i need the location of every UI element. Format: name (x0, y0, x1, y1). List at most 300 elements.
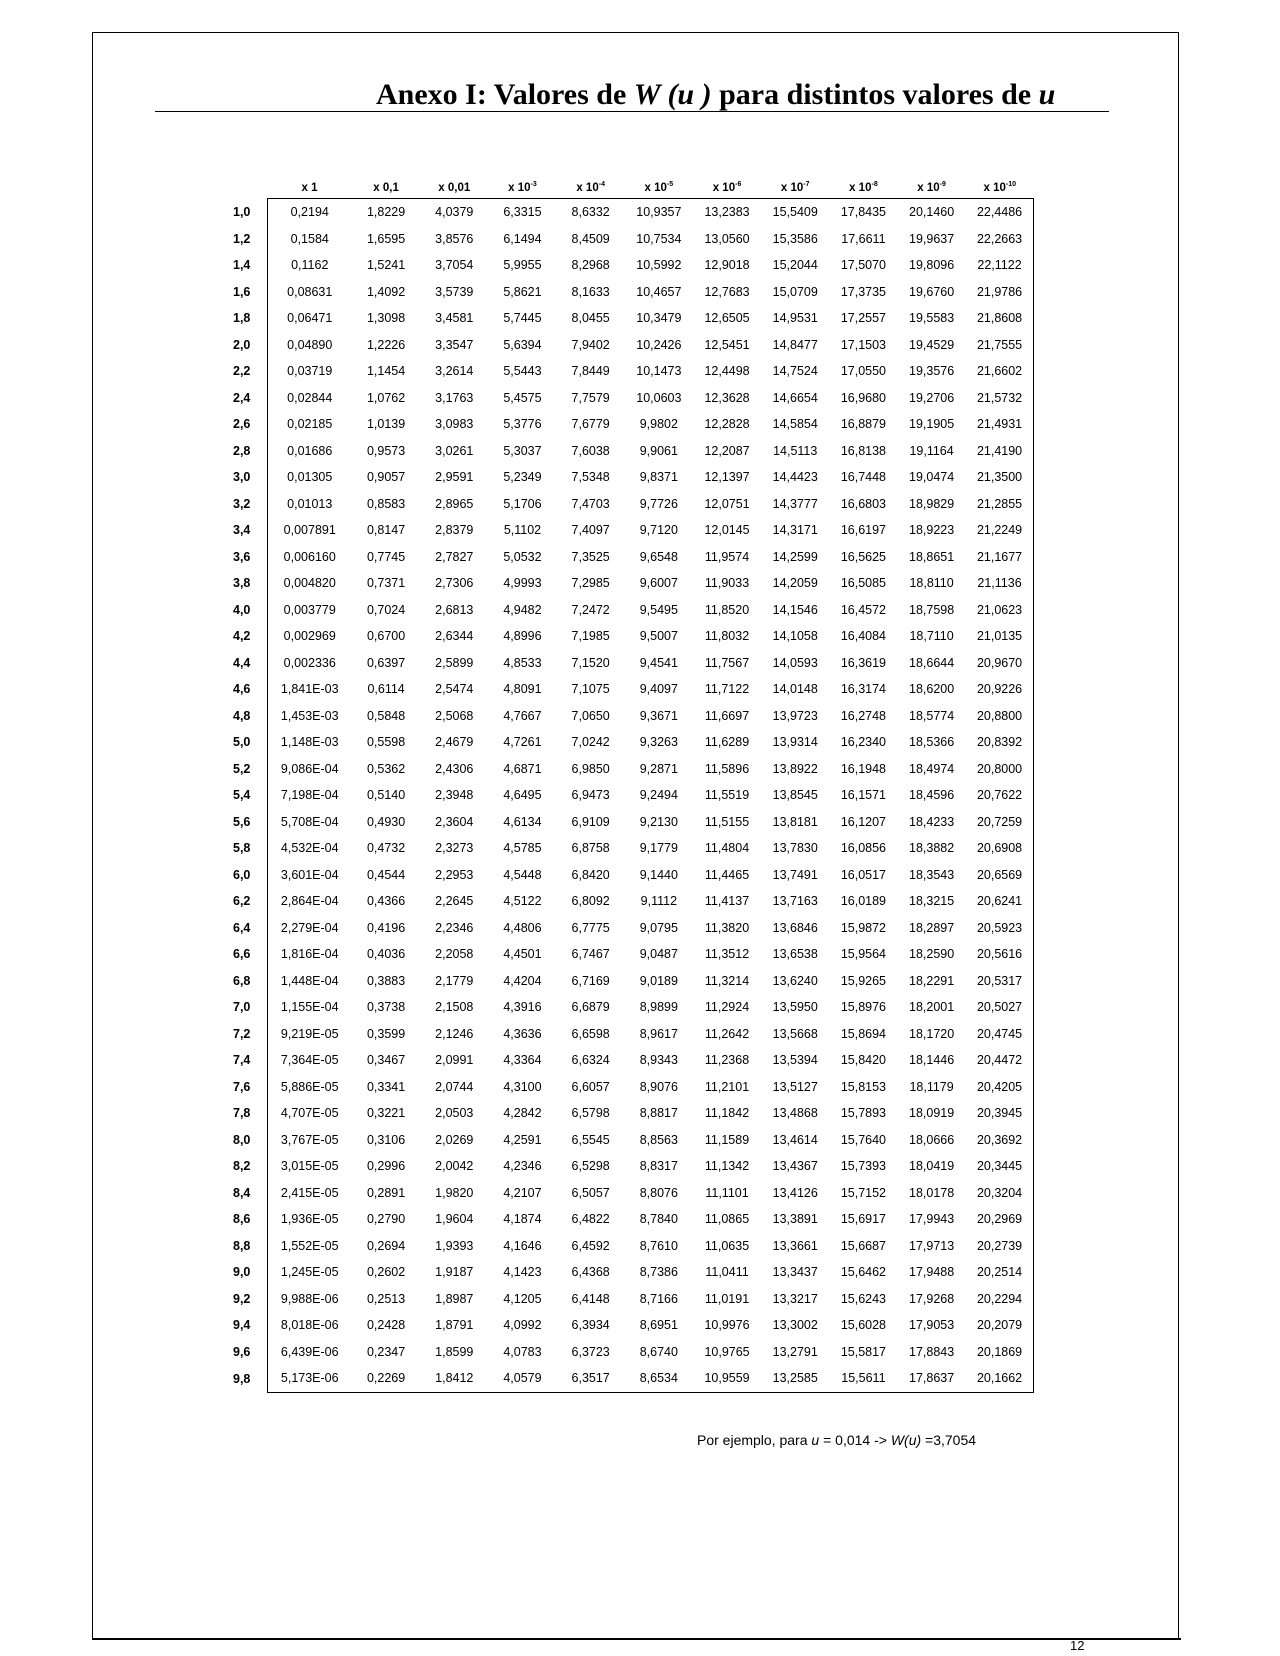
table-cell: 20,9226 (966, 676, 1034, 703)
column-header-base: x 10 (576, 182, 599, 194)
title-underline (155, 111, 1109, 112)
table-cell: 6,1494 (503, 231, 542, 246)
table-cell: 1,8229 (366, 205, 406, 220)
table-row (220, 226, 1034, 253)
row-label-u: 7,2 (233, 1026, 251, 1041)
table-cell: 2,8965 (435, 496, 474, 511)
table-cell: 13,3217 (772, 1291, 818, 1306)
table-cell: 8,9076 (639, 1079, 678, 1094)
row-label-u: 5,8 (233, 841, 251, 856)
column-header-base: x 0,01 (438, 182, 471, 194)
row-label-u: 3,2 (233, 496, 251, 511)
table-cell: 14,2059 (772, 576, 818, 591)
row-label-u: 5,4 (233, 788, 251, 803)
title-prefix: Anexo I: Valores de (376, 78, 634, 111)
table-cell: 18,6200 (909, 682, 955, 697)
table-cell: 13,8922 (772, 761, 818, 776)
column-header-exponent: -9 (939, 181, 946, 189)
table-row (220, 968, 1034, 995)
table-row (220, 252, 1034, 279)
table-cell: 1,8412 (420, 1365, 488, 1392)
row-label-u: 5,6 (233, 814, 251, 829)
table-cell: 18,5774 (909, 708, 955, 723)
table-cell: 17,8435 (840, 205, 886, 220)
table-cell: 20,4745 (966, 1021, 1034, 1048)
table-cell: 9,2494 (639, 788, 678, 803)
table-cell: 11,5155 (704, 814, 750, 829)
table-cell: 6,6324 (571, 1053, 610, 1068)
table-cell: 16,5085 (840, 576, 886, 591)
table-cell: 1,9393 (435, 1238, 474, 1253)
table-cell: 7,1520 (571, 655, 610, 670)
table-cell: 0,2428 (366, 1318, 406, 1333)
table-cell: 6,7775 (571, 920, 610, 935)
table-cell: 21,3500 (966, 464, 1034, 491)
row-label-u: 4,6 (233, 682, 251, 697)
column-header-exponent: -8 (871, 181, 878, 189)
table-cell: 17,6611 (841, 231, 886, 246)
row-label-u: 6,0 (233, 867, 251, 882)
table-row (220, 1153, 1034, 1180)
table-cell: 17,9488 (909, 1265, 955, 1280)
table-row (220, 517, 1034, 544)
table-cell: 2,0744 (435, 1079, 474, 1094)
row-label-u: 9,6 (233, 1344, 251, 1359)
table-cell: 0,3738 (366, 1000, 406, 1015)
table-cell: 6,439E-06 (267, 1339, 352, 1366)
table-cell: 9,086E-04 (267, 756, 352, 783)
table-cell: 3,0261 (435, 443, 474, 458)
table-cell: 9,0795 (639, 920, 678, 935)
table-cell: 14,6654 (772, 390, 818, 405)
table-cell: 2,0042 (435, 1159, 474, 1174)
table-cell: 4,5448 (503, 867, 542, 882)
title-middle: para distintos valores de (711, 78, 1039, 111)
table-cell: 2,2058 (435, 947, 474, 962)
table-cell: 0,7024 (366, 602, 406, 617)
table-cell: 4,5785 (503, 841, 542, 856)
table-cell: 19,1905 (909, 417, 955, 432)
table-cell: 14,5113 (773, 443, 818, 458)
table-cell: 0,5140 (366, 788, 406, 803)
table-cell: 8,8817 (639, 1106, 678, 1121)
column-header (829, 178, 897, 199)
table-cell: 20,6241 (966, 888, 1034, 915)
table-cell: 18,2291 (909, 973, 955, 988)
table-cell: 9,6548 (639, 549, 678, 564)
table-cell: 16,2340 (840, 735, 886, 750)
column-header (898, 178, 966, 199)
table-cell: 12,7683 (704, 284, 750, 299)
table-cell: 0,7745 (366, 549, 406, 564)
table-cell: 9,1779 (639, 841, 678, 856)
table-cell: 14,1058 (772, 629, 818, 644)
table-cell: 15,8694 (840, 1026, 886, 1041)
table-cell: 18,3215 (909, 894, 955, 909)
table-row (220, 994, 1034, 1021)
table-cell: 6,9850 (571, 761, 610, 776)
table-cell: 19,4529 (909, 337, 955, 352)
table-cell: 1,841E-03 (267, 676, 352, 703)
table-cell: 4,1646 (503, 1238, 542, 1253)
row-label-u: 9,8 (233, 1371, 251, 1386)
table-cell: 21,5732 (966, 385, 1034, 412)
table-cell: 20,8000 (966, 756, 1034, 783)
table-cell: 16,6197 (840, 523, 886, 538)
table-cell: 6,6057 (571, 1079, 610, 1094)
table-cell: 6,8092 (571, 894, 610, 909)
row-label-u: 4,8 (233, 708, 251, 723)
table-cell: 13,4126 (772, 1185, 818, 1200)
table-cell: 6,7467 (571, 947, 610, 962)
column-header (625, 178, 693, 199)
table-cell: 0,06471 (267, 305, 352, 332)
table-cell: 2,9591 (435, 470, 474, 485)
table-cell: 4,4204 (503, 973, 542, 988)
table-cell: 9,3671 (639, 708, 678, 723)
wu-table (220, 178, 1034, 1393)
column-header-base: x 10 (917, 182, 940, 194)
table-cell: 9,6007 (639, 576, 678, 591)
table-cell: 1,9820 (435, 1185, 474, 1200)
table-cell: 19,5583 (909, 311, 955, 326)
table-cell: 15,9564 (840, 947, 886, 962)
table-cell: 20,2739 (966, 1233, 1034, 1260)
table-cell: 11,2642 (704, 1026, 750, 1041)
table-cell: 3,5739 (435, 284, 474, 299)
row-label-u: 2,6 (233, 417, 251, 432)
row-label-u: 1,0 (233, 205, 251, 219)
table-cell: 10,4657 (636, 284, 682, 299)
table-row (220, 597, 1034, 624)
row-label-u: 9,0 (233, 1265, 251, 1280)
table-cell: 19,6760 (909, 284, 955, 299)
table-cell: 20,1869 (966, 1339, 1034, 1366)
table-cell: 18,0419 (909, 1159, 955, 1174)
table-cell: 20,7259 (966, 809, 1034, 836)
table-cell: 8,9343 (639, 1053, 678, 1068)
table-cell: 6,3723 (571, 1344, 610, 1359)
table-cell: 13,3891 (772, 1212, 818, 1227)
table-cell: 9,8371 (639, 470, 678, 485)
table-cell: 5,3776 (503, 417, 542, 432)
table-cell: 13,6240 (772, 973, 818, 988)
table-cell: 5,8621 (503, 284, 542, 299)
table-cell: 7,0242 (571, 735, 610, 750)
table-cell: 15,6917 (840, 1212, 886, 1227)
table-cell: 0,3599 (366, 1026, 406, 1041)
table-cell: 3,601E-04 (267, 862, 352, 889)
table-cell: 18,7110 (909, 629, 954, 644)
table-cell: 2,7306 (435, 576, 474, 591)
row-label-u: 4,0 (233, 602, 251, 617)
table-cell: 16,3174 (840, 682, 886, 697)
table-cell: 20,9670 (966, 650, 1034, 677)
table-cell: 2,7827 (435, 549, 474, 564)
table-cell: 9,3263 (639, 735, 678, 750)
table-cell: 6,8758 (571, 841, 610, 856)
table-cell: 1,9187 (435, 1265, 474, 1280)
table-cell: 6,6879 (571, 1000, 610, 1015)
row-label-u: 6,2 (233, 894, 251, 909)
table-cell: 16,0189 (840, 894, 886, 909)
table-cell: 11,0191 (704, 1291, 750, 1306)
table-cell: 6,5545 (571, 1132, 610, 1147)
table-cell: 4,0379 (435, 205, 474, 220)
table-cell: 4,3636 (503, 1026, 542, 1041)
table-cell: 22,4486 (966, 199, 1034, 226)
table-cell: 5,4575 (503, 390, 542, 405)
table-cell: 14,3777 (772, 496, 818, 511)
table-cell: 11,0635 (704, 1238, 750, 1253)
table-cell: 3,1763 (435, 390, 474, 405)
table-cell: 2,0991 (435, 1053, 474, 1068)
table-cell: 10,9976 (704, 1318, 750, 1333)
table-cell: 13,3437 (772, 1265, 818, 1280)
table-cell: 11,0411 (705, 1265, 749, 1280)
table-cell: 7,2985 (571, 576, 610, 591)
table-cell: 5,886E-05 (267, 1074, 352, 1101)
table-cell: 6,8420 (571, 867, 610, 882)
table-cell: 0,02185 (267, 411, 352, 438)
table-cell: 13,4367 (772, 1159, 818, 1174)
table-cell: 0,6397 (366, 655, 406, 670)
row-label-u: 2,2 (233, 364, 251, 379)
table-cell: 0,2269 (352, 1365, 420, 1392)
table-cell: 0,6700 (366, 629, 406, 644)
column-header (488, 178, 556, 199)
table-cell: 12,9018 (704, 258, 750, 273)
table-cell: 2,2645 (435, 894, 474, 909)
table-cell: 0,03719 (267, 358, 352, 385)
table-row (220, 676, 1034, 703)
table-cell: 20,3445 (966, 1153, 1034, 1180)
table-cell: 20,5923 (966, 915, 1034, 942)
row-label-u: 1,8 (233, 311, 251, 326)
table-cell: 18,1179 (909, 1079, 954, 1094)
table-cell: 17,9053 (909, 1318, 955, 1333)
table-cell: 8,9899 (639, 1000, 678, 1015)
table-cell: 16,1207 (840, 814, 886, 829)
column-header-base: x 10 (508, 182, 531, 194)
table-cell: 20,5027 (966, 994, 1034, 1021)
table-cell: 2,4306 (435, 761, 474, 776)
table-cell: 6,3315 (503, 205, 542, 220)
table-cell: 21,8608 (966, 305, 1034, 332)
table-cell: 6,3517 (557, 1365, 625, 1392)
column-header-base: x 10 (849, 182, 872, 194)
table-cell: 9,2130 (639, 814, 678, 829)
table-cell: 1,155E-04 (267, 994, 352, 1021)
column-header (966, 178, 1034, 199)
table-cell: 8,8563 (639, 1132, 678, 1147)
table-cell: 20,2079 (966, 1312, 1034, 1339)
table-row (220, 1365, 1034, 1392)
row-label-u: 1,2 (233, 231, 251, 246)
table-cell: 2,2346 (435, 920, 474, 935)
table-cell: 2,864E-04 (267, 888, 352, 915)
table-cell: 15,0709 (772, 284, 818, 299)
table-cell: 1,8791 (435, 1318, 474, 1333)
table-row (220, 1100, 1034, 1127)
table-cell: 21,4931 (966, 411, 1034, 438)
table-cell: 0,2513 (366, 1291, 406, 1306)
table-row (220, 385, 1034, 412)
table-cell: 4,1874 (503, 1212, 542, 1227)
table-cell: 8,6332 (571, 205, 610, 220)
row-label-u: 2,4 (233, 390, 251, 405)
table-cell: 18,0919 (909, 1106, 955, 1121)
table-cell: 20,4472 (966, 1047, 1034, 1074)
table-cell: 8,1633 (571, 284, 610, 299)
table-cell: 0,3221 (366, 1106, 406, 1121)
table-cell: 12,6505 (704, 311, 750, 326)
table-cell: 16,2748 (840, 708, 886, 723)
table-cell: 11,8520 (704, 602, 750, 617)
table-cell: 0,1162 (267, 252, 352, 279)
row-label-u: 5,2 (233, 761, 251, 776)
table-cell: 1,8599 (435, 1344, 474, 1359)
table-cell: 13,4614 (772, 1132, 818, 1147)
table-cell: 18,8651 (909, 549, 955, 564)
table-cell: 5,1706 (503, 496, 542, 511)
table-row (220, 650, 1034, 677)
table-cell: 11,3820 (704, 920, 750, 935)
table-cell: 5,0532 (503, 549, 542, 564)
table-cell: 7,5348 (571, 470, 610, 485)
table-cell: 2,3273 (435, 841, 474, 856)
table-row (220, 464, 1034, 491)
table-cell: 16,1948 (840, 761, 886, 776)
table-cell: 9,1440 (639, 867, 678, 882)
table-cell: 11,8032 (704, 629, 750, 644)
table-cell: 20,1460 (909, 205, 955, 220)
table-cell: 20,3692 (966, 1127, 1034, 1154)
column-header-base: x 10 (983, 182, 1006, 194)
table-cell: 11,0865 (704, 1212, 750, 1227)
table-cell: 18,2590 (909, 947, 955, 962)
row-label-u: 6,4 (233, 920, 251, 935)
table-cell: 2,279E-04 (267, 915, 352, 942)
table-corner-cell (220, 178, 267, 199)
table-cell: 0,4930 (366, 814, 406, 829)
table-cell: 10,1473 (636, 364, 682, 379)
table-row (220, 915, 1034, 942)
table-cell: 6,5057 (571, 1185, 610, 1200)
table-cell: 13,5127 (772, 1079, 818, 1094)
table-row (220, 888, 1034, 915)
table-cell: 5,9955 (503, 258, 542, 273)
row-label-u: 1,4 (233, 258, 251, 273)
table-cell: 18,2001 (909, 1000, 955, 1015)
table-cell: 13,5950 (772, 1000, 818, 1015)
table-cell: 13,4868 (772, 1106, 818, 1121)
table-cell: 1,453E-03 (267, 703, 352, 730)
table-cell: 0,007891 (267, 517, 352, 544)
table-cell: 15,9872 (840, 920, 886, 935)
example-variable: u (811, 1432, 820, 1448)
table-cell: 18,0178 (909, 1185, 955, 1200)
table-cell: 15,5817 (840, 1344, 886, 1359)
table-cell: 0,4544 (366, 867, 406, 882)
table-cell: 9,5495 (639, 602, 678, 617)
table-cell: 16,8879 (840, 417, 886, 432)
table-cell: 1,4092 (366, 284, 406, 299)
table-row (220, 1312, 1034, 1339)
table-cell: 14,7524 (772, 364, 818, 379)
table-cell: 4,3100 (503, 1079, 542, 1094)
table-cell: 7,0650 (571, 708, 610, 723)
table-cell: 11,1842 (704, 1106, 750, 1121)
table-cell: 1,448E-04 (267, 968, 352, 995)
table-row (220, 835, 1034, 862)
table-cell: 1,0762 (366, 390, 406, 405)
table-cell: 2,8379 (435, 523, 474, 538)
table-cell: 8,8317 (639, 1159, 678, 1174)
table-cell: 0,2891 (366, 1185, 406, 1200)
table-cell: 6,6598 (571, 1026, 610, 1041)
row-label-u: 8,6 (233, 1212, 251, 1227)
row-label-u: 7,8 (233, 1106, 251, 1121)
table-row (220, 623, 1034, 650)
table-cell: 4,707E-05 (267, 1100, 352, 1127)
table-cell: 14,4423 (772, 470, 818, 485)
table-cell: 19,1164 (909, 443, 954, 458)
table-cell: 20,3945 (966, 1100, 1034, 1127)
table-cell: 3,767E-05 (267, 1127, 352, 1154)
table-cell: 9,0487 (639, 947, 678, 962)
table-cell: 13,8545 (772, 788, 818, 803)
table-cell: 15,7893 (840, 1106, 886, 1121)
table-cell: 15,7393 (840, 1159, 886, 1174)
table-cell: 7,8449 (571, 364, 610, 379)
table-cell: 21,2249 (966, 517, 1034, 544)
column-header-exponent: -10 (1005, 181, 1017, 189)
table-cell: 14,0593 (772, 655, 818, 670)
table-row (220, 1339, 1034, 1366)
table-cell: 2,1246 (435, 1026, 474, 1041)
table-cell: 1,5241 (366, 258, 406, 273)
table-cell: 18,4596 (909, 788, 955, 803)
table-cell: 18,1720 (909, 1026, 955, 1041)
table-cell: 13,2383 (704, 205, 750, 220)
table-cell: 20,5616 (966, 941, 1034, 968)
table-cell: 13,8181 (772, 814, 818, 829)
table-cell: 2,3604 (435, 814, 474, 829)
column-header-exponent: -6 (735, 181, 742, 189)
table-cell: 20,2294 (966, 1286, 1034, 1313)
table-cell: 14,1546 (772, 602, 818, 617)
table-cell: 11,4137 (704, 894, 750, 909)
table-cell: 12,4498 (704, 364, 750, 379)
table-cell: 1,3098 (366, 311, 406, 326)
table-cell: 20,6908 (966, 835, 1034, 862)
table-cell: 8,6951 (639, 1318, 678, 1333)
table-cell: 2,1508 (435, 1000, 474, 1015)
table-cell: 0,3106 (366, 1132, 406, 1147)
table-cell: 18,9829 (909, 496, 955, 511)
table-cell: 4,0579 (488, 1365, 556, 1392)
table-cell: 17,9268 (909, 1291, 955, 1306)
table-cell: 18,2897 (909, 920, 955, 935)
table-cell: 0,5362 (366, 761, 406, 776)
column-header (352, 178, 420, 199)
table-cell: 11,3512 (704, 947, 750, 962)
table-cell: 7,7579 (571, 390, 610, 405)
table-row (220, 782, 1034, 809)
table-cell: 20,4205 (966, 1074, 1034, 1101)
table-cell: 4,2107 (503, 1185, 542, 1200)
